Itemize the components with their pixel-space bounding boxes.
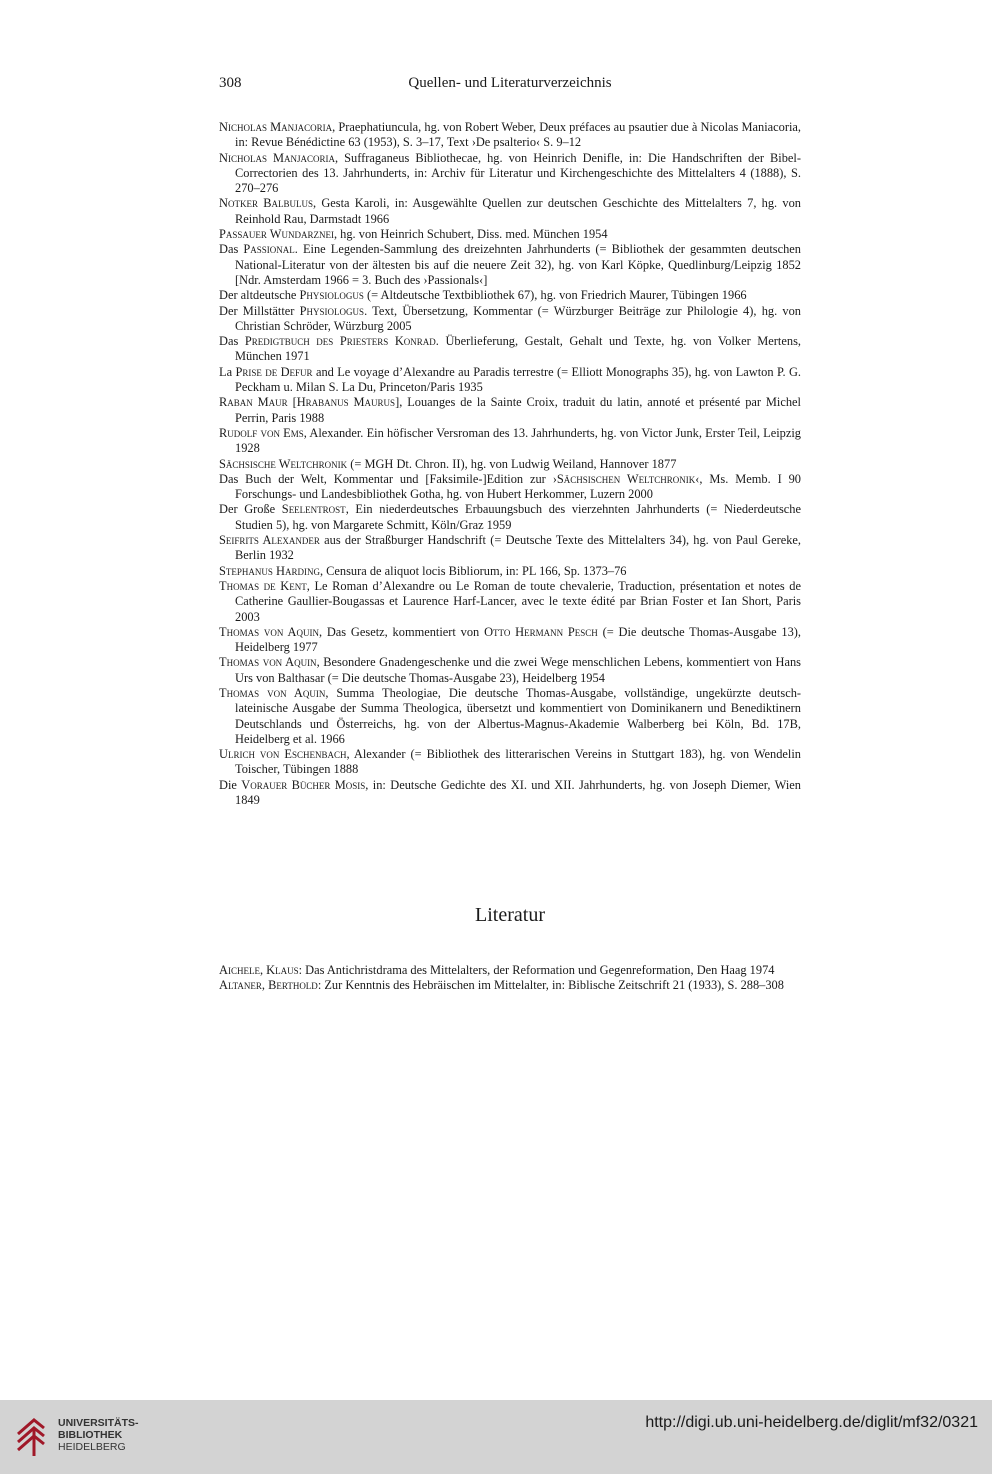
source-entry [219,778,801,809]
reference-text: , Alexander (= Bibliothek des litterarischen Vereins in Stuttgart 183), hg. von Wendelin Toischer, Tübingen 1888 [235,747,801,777]
source-entry [219,457,801,472]
reference-text: Das Buch der Welt, Kommentar und [Faksimile-]Edition zur › [219,471,557,486]
author-name: Notker Balbulus [219,196,313,211]
source-entry [219,502,801,533]
reference-text: (= MGH Dt. Chron. II), hg. von Ludwig Weiland, Hannover 1877 [347,456,677,471]
author-name: Rudolf von Ems [219,425,304,440]
author-name: Thomas von Aquin [219,685,326,700]
author-name: Passauer Wundarznei [219,227,334,242]
author-name: Aichele, Klaus [219,963,299,977]
source-entry [219,242,801,288]
author-name: Stephanus Harding [219,563,320,578]
reference-text: : Zur Kenntnis des Hebräischen im Mittelalter, in: Biblische Zeitschrift 21 (1933), S. 288–308 [317,978,784,993]
reference-text: aus der Straßburger Handschrift (= Deutsche Texte des Mittelalters 34), hg. von Paul Gereke, Berlin 1932 [235,533,801,563]
reference-text: (= Altdeutsche Textbibliothek 67), hg. von Friedrich Maurer, Tübingen 1966 [363,288,747,303]
author-name: Passional [243,242,295,257]
reference-text: and Le voyage d’Alexandre au Paradis terrestre (= Elliott Monographs 35), hg. von Lawton P. G. Peckham u. Milan S. La Du, Princeton/Paris 1935 [235,364,801,395]
literature-entry [219,978,801,993]
source-entry [219,304,801,335]
reference-text: Der Millstätter [219,303,300,318]
reference-text: , Censura de aliquot locis Bibliorum, in: PL 166, Sp. 1373–76 [319,563,627,578]
source-entry [219,579,801,625]
source-entry [219,334,801,365]
reference-text: , hg. von Heinrich Schubert, Diss. med. München 1954 [333,227,608,242]
reference-text: (= Die deutsche Thomas-Ausgabe 13), Heidelberg 1977 [235,624,801,655]
source-entry [219,227,801,242]
library-logo-icon [12,1414,52,1460]
author-name: Seelentrost [281,502,346,517]
reference-text: Das [219,334,245,349]
library-name-line: HEIDELBERG [58,1441,126,1453]
reference-text: , in: Deutsche Gedichte des XI. und XII. Jahrhunderts, hg. von Joseph Diemer, Wien 1849 [235,777,801,808]
reference-text: ‹, Ms. Memb. I 90 Forschungs- und Landesbibliothek Gotha, hg. von Hubert Herkommer, Luzern 2000 [235,471,801,502]
source-entry [219,426,801,457]
source-entry [219,288,801,303]
reference-text: Das [219,242,244,257]
footer-bar [0,1400,992,1474]
author-name: Thomas von Aquin [219,624,319,639]
reference-text: , Louanges de la Sainte Croix, traduit du latin, annoté et présenté par Michel Perrin, Paris 1988 [235,395,802,425]
author-name: Physiologus [299,303,365,318]
reference-text: Der altdeutsche [219,288,300,303]
reference-text: Der Große [219,502,282,517]
author-name: Prise de Defur [235,364,313,379]
reference-text: La [219,364,236,379]
author-name: Nicholas Manjacoria [219,120,333,134]
reference-text: : Das Antichristdrama des Mittelalters, der Reformation und Gegenreformation, Den Haag 1974 [298,963,775,977]
source-entry [219,747,801,778]
reference-text: , Besondere Gnadengeschenke und die zwei Wege menschlichen Lebens, kommentiert von Hans Urs von Balthasar (= Die deutsche Thomas-Ausgabe 23), Heidelberg 1954 [235,655,801,685]
source-entry [219,151,801,197]
running-title: Quellen- und Literaturverzeichnis [408,75,612,91]
source-entry [219,655,801,686]
reference-text: . Eine Legenden-Sammlung des dreizehnten Jahrhunderts (= Bibliothek der gesammten deutschen National-Literatur von der ältesten bis auf die neuere Zeit 32), hg. von Karl Köpke, Quedlinburg/Leipzig 1852 [Ndr. Amsterdam 1966 = 3. Buch des ›Passionals‹] [235,242,802,287]
source-entry [219,564,801,579]
source-entry [219,625,801,656]
author-name: Otto Hermann Pesch [484,624,598,639]
author-name: Thomas von Aquin [219,655,317,670]
source-entry [219,196,801,227]
author-name: Predigtbuch des Priesters Konrad [244,334,436,349]
source-entry [219,365,801,396]
author-name: Altaner, Berthold [219,978,318,993]
reference-text: , Ein niederdeutsches Erbauungsbuch des vierzehnten Jahrhunderts (= Niederdeutsche Studien 5), hg. von Margarete Schmitt, Köln/Graz 1959 [235,502,802,532]
reference-text: , Gesta Karoli, in: Ausgewählte Quellen zur deutschen Geschichte des Mittelalters 7, hg. von Reinhold Rau, Darmstadt 1966 [235,196,801,226]
reference-text: . Text, Übersetzung, Kommentar (= Würzburger Beiträge zur Philologie 4), hg. von Christian Schröder, Würzburg 2005 [235,303,802,333]
author-name: Vorauer Bücher Mosis [241,777,366,792]
library-name-line: BIBLIOTHEK [58,1429,123,1441]
source-entry [219,472,801,503]
source-entry [219,395,801,426]
author-name: Ulrich von Eschenbach [219,747,347,762]
literature-list [219,963,801,994]
author-name: Physiologus [299,288,364,303]
author-name: Raban Maur [Hrabanus Maurus] [219,395,400,410]
author-name: Thomas de Kent [219,578,307,593]
reference-text: , Das Gesetz, kommentiert von [318,624,485,639]
author-name: Sächsischen Weltchronik [556,471,696,486]
source-entry [219,686,801,747]
literature-entry [219,963,801,978]
reference-text: , Suffraganeus Bibliothecae, hg. von Heinrich Denifle, in: Die Handschriften der Bibel-Correctorien des 13. Jahrhunderts, in: Archiv für Literatur und Kirchengeschichte des Mittelalters 4 (1888), S. 270–276 [235,150,801,196]
author-name: Sächsische Weltchronik [219,456,348,471]
section-heading-literatur: Literatur [475,904,545,926]
reference-text: , Alexander. Ein höfischer Versroman des 13. Jahrhunderts, hg. von Victor Junk, Erster Teil, Leipzig 1928 [235,425,801,456]
reference-text: Die [219,777,242,792]
author-name: Nicholas Manjacoria [219,150,336,165]
source-entry [219,120,801,151]
reference-text: , Summa Theologiae, Die deutsche Thomas-Ausgabe, vollständige, ungekürzte deutsch-lateinische Ausgabe der Summa Theologica, übersetzt und kommentiert von Dominikanern und Benediktinern Deutschlands und Österreichs, hg. von der Albertus-Magnus-Akademie Walberberg bei Köln, Bd. 17B, Heidelberg et al. 1966 [235,685,802,746]
permalink-url[interactable]: http://digi.ub.uni-heidelberg.de/diglit/mf32/0321 [645,1414,978,1431]
reference-text: . Überlieferung, Gestalt, Gehalt und Texte, hg. von Volker Mertens, München 1971 [235,334,801,364]
reference-text: , Le Roman d’Alexandre ou Le Roman de toute chevalerie, Traduction, présentation et notes de Catherine Gaullier-Bougassas et Laurence Harf-Lancer, avec le texte édité par Brian Foster et Ian Short, Paris 2003 [235,578,801,624]
source-entry [219,533,801,564]
reference-text: , Praephatiuncula, hg. von Robert Weber, Deux préfaces au psautier due à Nicolas Maniacoria, in: Revue Bénédictine 63 (1953), S. 3–17, Text ›De psalterio‹ S. 9–12 [235,120,801,150]
author-name: Seifrits Alexander [219,533,320,548]
library-name [58,1417,139,1453]
running-head [219,73,801,93]
source-list [219,120,801,808]
library-name-line: UNIVERSITÄTS- [58,1417,139,1429]
page-number: 308 [219,75,242,91]
